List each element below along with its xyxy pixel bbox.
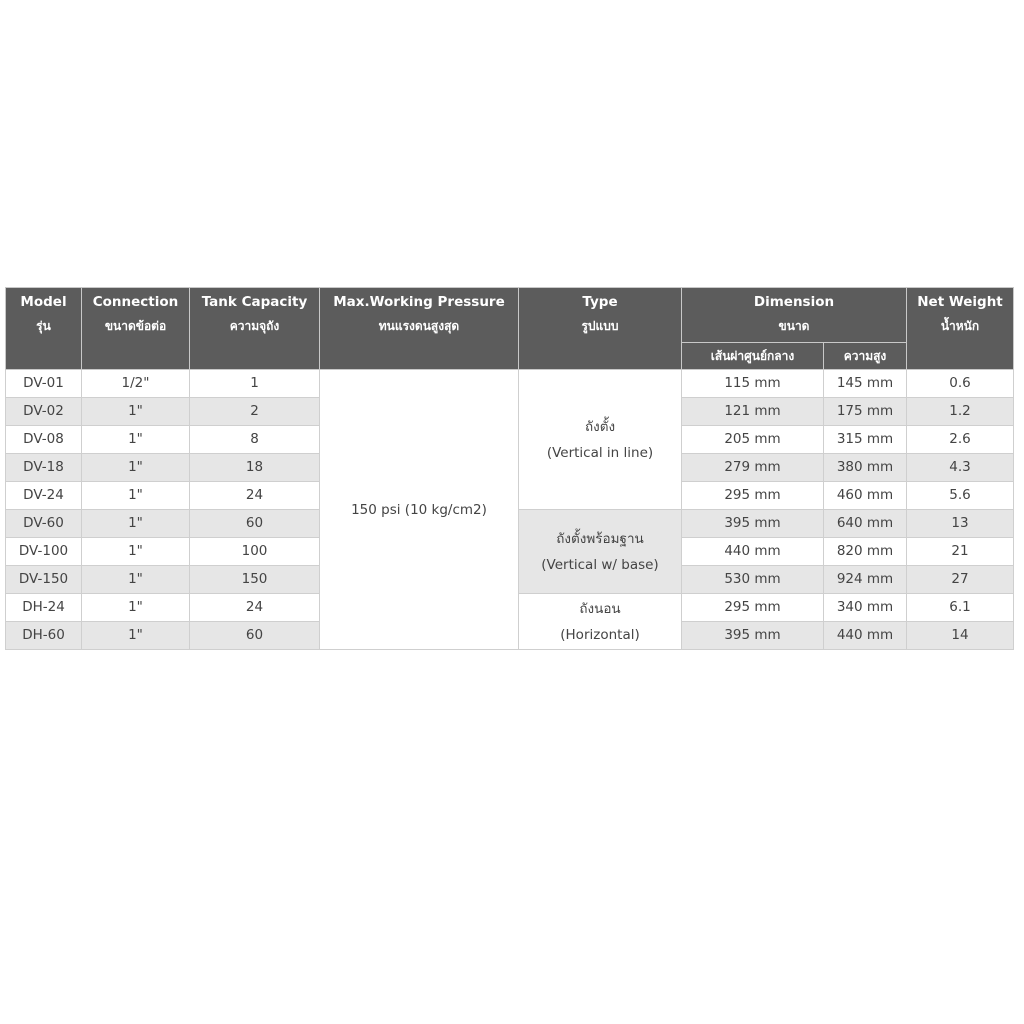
type-horizontal-en: (Horizontal) [560, 626, 640, 643]
height-cell: 924 mm [824, 566, 907, 594]
diameter-cell: 440 mm [682, 538, 824, 566]
capacity-cell: 8 [190, 426, 320, 454]
header-model-th: รุ่น [36, 319, 51, 333]
weight-cell: 27 [907, 566, 1014, 594]
header-tank-capacity [190, 288, 320, 370]
connection-cell: 1" [82, 398, 190, 426]
model-cell: DH-24 [6, 594, 82, 622]
header-tank-capacity-en: Tank Capacity [201, 294, 308, 310]
model-cell: DV-01 [6, 370, 82, 398]
capacity-cell: 150 [190, 566, 320, 594]
header-type-th: รูปแบบ [581, 319, 619, 333]
model-cell: DH-60 [6, 622, 82, 650]
header-max-pressure-th: ทนแรงดนสูงสุด [378, 319, 460, 333]
header-tank-capacity-th: ความจุถัง [229, 319, 280, 333]
capacity-cell: 1 [190, 370, 320, 398]
diameter-cell: 295 mm [682, 594, 824, 622]
connection-cell: 1" [82, 594, 190, 622]
diameter-cell: 395 mm [682, 622, 824, 650]
weight-cell: 4.3 [907, 454, 1014, 482]
weight-cell: 2.6 [907, 426, 1014, 454]
type-vertical-inline-en: (Vertical in line) [546, 444, 654, 461]
height-cell: 820 mm [824, 538, 907, 566]
header-connection-en: Connection [92, 294, 179, 310]
diameter-cell: 205 mm [682, 426, 824, 454]
connection-cell: 1" [82, 538, 190, 566]
model-cell: DV-100 [6, 538, 82, 566]
diameter-cell: 395 mm [682, 510, 824, 538]
capacity-cell: 100 [190, 538, 320, 566]
capacity-cell: 60 [190, 510, 320, 538]
model-cell: DV-08 [6, 426, 82, 454]
weight-cell: 1.2 [907, 398, 1014, 426]
weight-cell: 0.6 [907, 370, 1014, 398]
connection-cell: 1/2" [82, 370, 190, 398]
weight-cell: 13 [907, 510, 1014, 538]
model-cell: DV-18 [6, 454, 82, 482]
height-cell: 380 mm [824, 454, 907, 482]
header-dimension-th: ขนาด [778, 319, 810, 333]
height-cell: 460 mm [824, 482, 907, 510]
header-max-pressure [320, 288, 519, 370]
weight-cell: 21 [907, 538, 1014, 566]
weight-cell: 5.6 [907, 482, 1014, 510]
header-net-weight [907, 288, 1014, 370]
connection-cell: 1" [82, 510, 190, 538]
type-vertical-inline [519, 370, 682, 510]
capacity-cell: 2 [190, 398, 320, 426]
model-cell: DV-150 [6, 566, 82, 594]
height-cell: 640 mm [824, 510, 907, 538]
type-vertical-base-en: (Vertical w/ base) [541, 556, 659, 573]
type-vertical-base-th: ถังตั้งพร้อมฐาน [556, 530, 644, 547]
height-cell: 145 mm [824, 370, 907, 398]
model-cell: DV-02 [6, 398, 82, 426]
spec-table [5, 287, 1014, 650]
header-diameter: เส้นผ่าศูนย์กลาง [682, 343, 824, 370]
diameter-cell: 295 mm [682, 482, 824, 510]
height-cell: 440 mm [824, 622, 907, 650]
header-type-en: Type [582, 294, 618, 310]
diameter-cell: 121 mm [682, 398, 824, 426]
type-vertical-base [519, 510, 682, 594]
header-type [519, 288, 682, 370]
connection-cell: 1" [82, 482, 190, 510]
capacity-cell: 24 [190, 594, 320, 622]
capacity-cell: 60 [190, 622, 320, 650]
height-cell: 340 mm [824, 594, 907, 622]
table-row [6, 370, 1014, 398]
pressure-cell: 150 psi (10 kg/cm2) [320, 370, 519, 650]
diameter-cell: 115 mm [682, 370, 824, 398]
diameter-cell: 279 mm [682, 454, 824, 482]
model-cell: DV-60 [6, 510, 82, 538]
header-height: ความสูง [824, 343, 907, 370]
header-net-weight-th: น้ำหนัก [940, 319, 980, 333]
capacity-cell: 18 [190, 454, 320, 482]
header-connection [82, 288, 190, 370]
type-vertical-inline-th: ถังตั้ง [584, 418, 616, 435]
header-connection-th: ขนาดข้อต่อ [104, 319, 167, 333]
height-cell: 315 mm [824, 426, 907, 454]
header-max-pressure-en: Max.Working Pressure [333, 294, 505, 310]
header-model [6, 288, 82, 370]
connection-cell: 1" [82, 566, 190, 594]
connection-cell: 1" [82, 426, 190, 454]
header-dimension [682, 288, 907, 343]
weight-cell: 6.1 [907, 594, 1014, 622]
header-net-weight-en: Net Weight [917, 294, 1003, 310]
height-cell: 175 mm [824, 398, 907, 426]
connection-cell: 1" [82, 454, 190, 482]
weight-cell: 14 [907, 622, 1014, 650]
model-cell: DV-24 [6, 482, 82, 510]
connection-cell: 1" [82, 622, 190, 650]
header-model-en: Model [20, 294, 67, 310]
type-horizontal-th: ถังนอน [579, 600, 621, 617]
type-horizontal [519, 594, 682, 650]
capacity-cell: 24 [190, 482, 320, 510]
header-dimension-en: Dimension [753, 294, 835, 310]
diameter-cell: 530 mm [682, 566, 824, 594]
